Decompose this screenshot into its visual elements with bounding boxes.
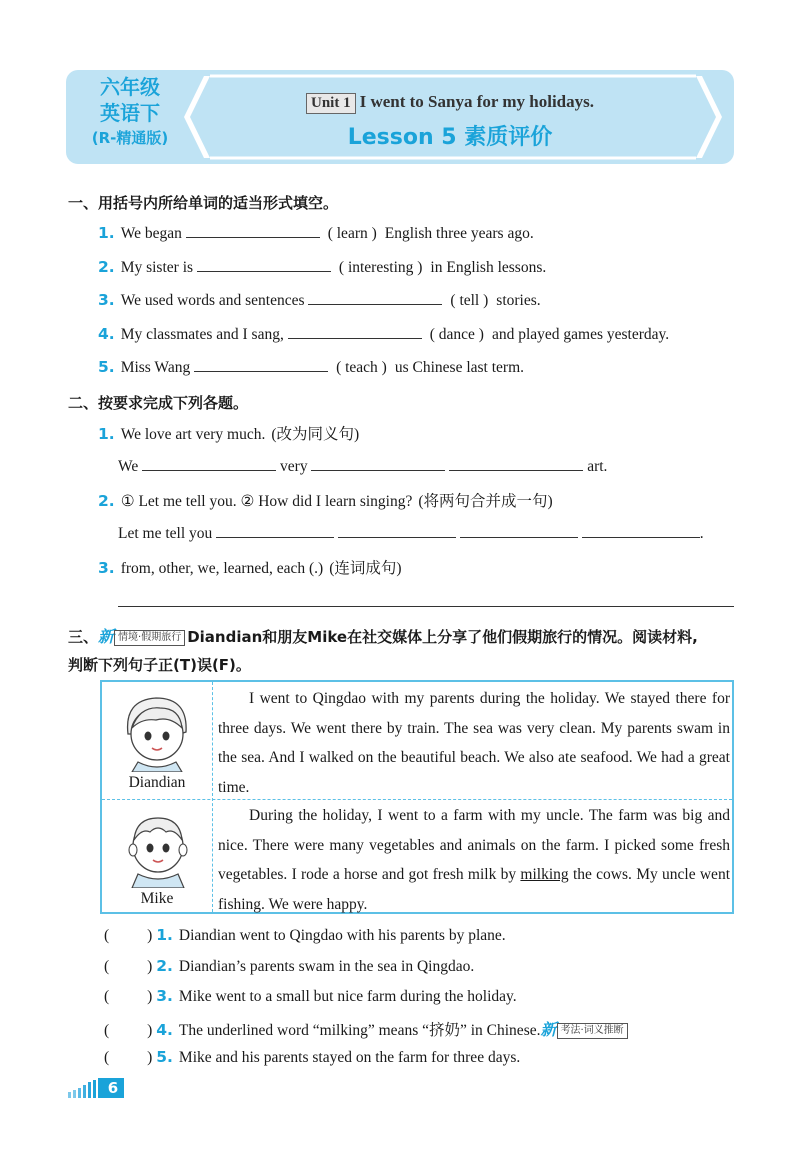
item-text: in English lessons. bbox=[430, 259, 547, 276]
answer-blank[interactable] bbox=[582, 523, 700, 538]
answer-paren: ) bbox=[147, 1049, 153, 1066]
answer-blank[interactable] bbox=[338, 523, 456, 538]
tf-statement-5 bbox=[104, 1048, 520, 1067]
statement-text: Mike and his parents stayed on the farm for three days. bbox=[178, 1049, 521, 1066]
item-number: 5. bbox=[156, 1048, 173, 1066]
item-number: 3. bbox=[98, 291, 115, 309]
item-number: 3. bbox=[98, 559, 115, 577]
reading-table bbox=[100, 680, 734, 914]
question-text: We love art very much. bbox=[120, 426, 266, 443]
tf-statement-3 bbox=[104, 987, 517, 1006]
section2-title: 二、按要求完成下列各题。 bbox=[68, 394, 249, 412]
word-hint: ( tell ) bbox=[450, 292, 489, 309]
item-text: and played games yesterday. bbox=[491, 326, 670, 343]
answer-blank[interactable] bbox=[288, 324, 422, 339]
person-name: Mike bbox=[140, 890, 174, 907]
answer-blank[interactable] bbox=[186, 223, 320, 238]
item-number: 1. bbox=[98, 224, 115, 242]
answer-word: art. bbox=[587, 458, 608, 475]
item-text: us Chinese last term. bbox=[394, 359, 525, 376]
s2-q2-answer bbox=[118, 523, 704, 543]
s1-item-3 bbox=[98, 290, 541, 310]
tf-statement-1 bbox=[104, 926, 506, 945]
answer-word: very bbox=[280, 458, 308, 475]
answer-end: . bbox=[699, 525, 704, 542]
passage-text: During the holiday, I went to a farm with my uncle. The farm was big and nice. There were many vegetables and animals on the farm. I picked some fresh vegetables. I rode a horse and got fresh milk by bbox=[218, 807, 730, 883]
page-number: 6 bbox=[102, 1078, 124, 1098]
item-number: 2. bbox=[156, 957, 173, 975]
item-text: We used words and sentences bbox=[120, 292, 305, 309]
answer-blank[interactable] bbox=[460, 523, 578, 538]
diandian-passage: I went to Qingdao with my parents during the holiday. We stayed there for three days. We went there by train. The sea was very clean. My parents swam in the sea. And I walked on the beautiful beach. We also ate seafood. We had a great time. bbox=[218, 690, 730, 796]
answer-word: We bbox=[118, 458, 139, 475]
mike-passage bbox=[218, 801, 730, 919]
section3-title-line2: 判断下列句子正(T)误(F)。 bbox=[68, 656, 251, 674]
answer-paren[interactable]: ( bbox=[104, 927, 110, 944]
section-prefix: 三、 bbox=[68, 628, 99, 646]
item-number: 5. bbox=[98, 358, 115, 376]
answer-paren: ) bbox=[147, 927, 153, 944]
answer-paren: ) bbox=[147, 1022, 153, 1039]
s2-q3 bbox=[98, 556, 402, 578]
word-hint: ( dance ) bbox=[429, 326, 484, 343]
grade-line2: 英语下 bbox=[100, 101, 160, 125]
question-text: from, other, we, learned, each (.) bbox=[120, 560, 324, 577]
tf-statement-2 bbox=[104, 957, 474, 976]
item-text: My classmates and I sang, bbox=[120, 326, 284, 343]
statement-text: Diandian went to Qingdao with his parents by plane. bbox=[178, 927, 506, 944]
item-number: 4. bbox=[156, 1021, 173, 1039]
answer-paren[interactable]: ( bbox=[104, 988, 110, 1005]
word-hint: ( learn ) bbox=[327, 225, 377, 242]
item-text: English three years ago. bbox=[384, 225, 534, 242]
word-hint: ( interesting ) bbox=[338, 259, 423, 276]
item-text: Miss Wang bbox=[120, 359, 191, 376]
person-name: Diandian bbox=[128, 774, 186, 791]
s1-item-1 bbox=[98, 223, 534, 243]
tf-statement-4 bbox=[104, 1017, 628, 1040]
section1-title: 一、用括号内所给单词的适当形式填空。 bbox=[68, 194, 339, 212]
diandian-avatar-icon bbox=[120, 690, 194, 772]
item-text: We began bbox=[120, 225, 182, 242]
word-hint: ( teach ) bbox=[336, 359, 387, 376]
answer-blank[interactable] bbox=[449, 456, 583, 471]
answer-blank[interactable] bbox=[311, 456, 445, 471]
context-tag: 情境·假期旅行 bbox=[114, 630, 185, 646]
s2-q1 bbox=[98, 422, 359, 444]
method-tag: 考法·词义推断 bbox=[557, 1023, 628, 1039]
question-text: ① Let me tell you. ② How did I learn singing? bbox=[120, 493, 413, 510]
underlined-word: milking bbox=[520, 866, 569, 883]
item-number: 3. bbox=[156, 987, 173, 1005]
instruction: (连词成句) bbox=[329, 560, 402, 577]
answer-paren[interactable]: ( bbox=[104, 1022, 110, 1039]
unit-badge: Unit 1 bbox=[306, 93, 356, 114]
s2-q1-answer bbox=[118, 456, 607, 476]
statement-text: Diandian’s parents swam in the sea in Qingdao. bbox=[178, 958, 475, 975]
page-bars-icon bbox=[66, 1078, 102, 1098]
item-number: 2. bbox=[98, 258, 115, 276]
s2-q2 bbox=[98, 489, 553, 511]
answer-paren[interactable]: ( bbox=[104, 1049, 110, 1066]
new-mark-icon: 新 bbox=[540, 1022, 557, 1039]
statement-text: Mike went to a small but nice farm during the holiday. bbox=[178, 988, 517, 1005]
section3-title-text: Diandian和朋友Mike在社交媒体上分享了他们假期旅行的情况。阅读材料, bbox=[187, 628, 698, 646]
s1-item-5 bbox=[98, 357, 524, 377]
answer-paren: ) bbox=[147, 988, 153, 1005]
grade-label bbox=[66, 74, 194, 150]
divider bbox=[212, 682, 213, 912]
unit-title-text: I went to Sanya for my holidays. bbox=[359, 92, 594, 111]
statement-text: The underlined word “milking” means “挤奶” in Chinese. bbox=[178, 1022, 541, 1039]
answer-paren: ) bbox=[147, 958, 153, 975]
item-number: 4. bbox=[98, 325, 115, 343]
answer-blank[interactable] bbox=[142, 456, 276, 471]
instruction: (将两句合并成一句) bbox=[418, 493, 553, 510]
answer-word: Let me tell you bbox=[118, 525, 213, 542]
mike-avatar-icon bbox=[122, 806, 194, 888]
grade-line1: 六年级 bbox=[100, 75, 160, 99]
answer-line[interactable] bbox=[118, 606, 734, 607]
item-text: My sister is bbox=[120, 259, 194, 276]
answer-blank[interactable] bbox=[308, 290, 442, 305]
s1-item-4 bbox=[98, 324, 669, 344]
new-mark-icon: 新 bbox=[98, 627, 115, 646]
unit-title bbox=[200, 92, 700, 114]
s1-item-2 bbox=[98, 257, 546, 277]
item-text: stories. bbox=[496, 292, 541, 309]
item-number: 1. bbox=[98, 425, 115, 443]
answer-blank[interactable] bbox=[194, 357, 328, 372]
answer-blank[interactable] bbox=[216, 523, 334, 538]
grade-line3: (R-精通版) bbox=[91, 129, 169, 147]
section3-title bbox=[68, 624, 698, 647]
answer-paren[interactable]: ( bbox=[104, 958, 110, 975]
answer-blank[interactable] bbox=[197, 257, 331, 272]
item-number: 2. bbox=[98, 492, 115, 510]
item-number: 1. bbox=[156, 926, 173, 944]
lesson-title: Lesson 5 素质评价 bbox=[347, 125, 553, 150]
passage-text: the cows. My uncle went fishing. We were happy. bbox=[218, 866, 730, 913]
instruction: (改为同义句) bbox=[271, 426, 360, 443]
